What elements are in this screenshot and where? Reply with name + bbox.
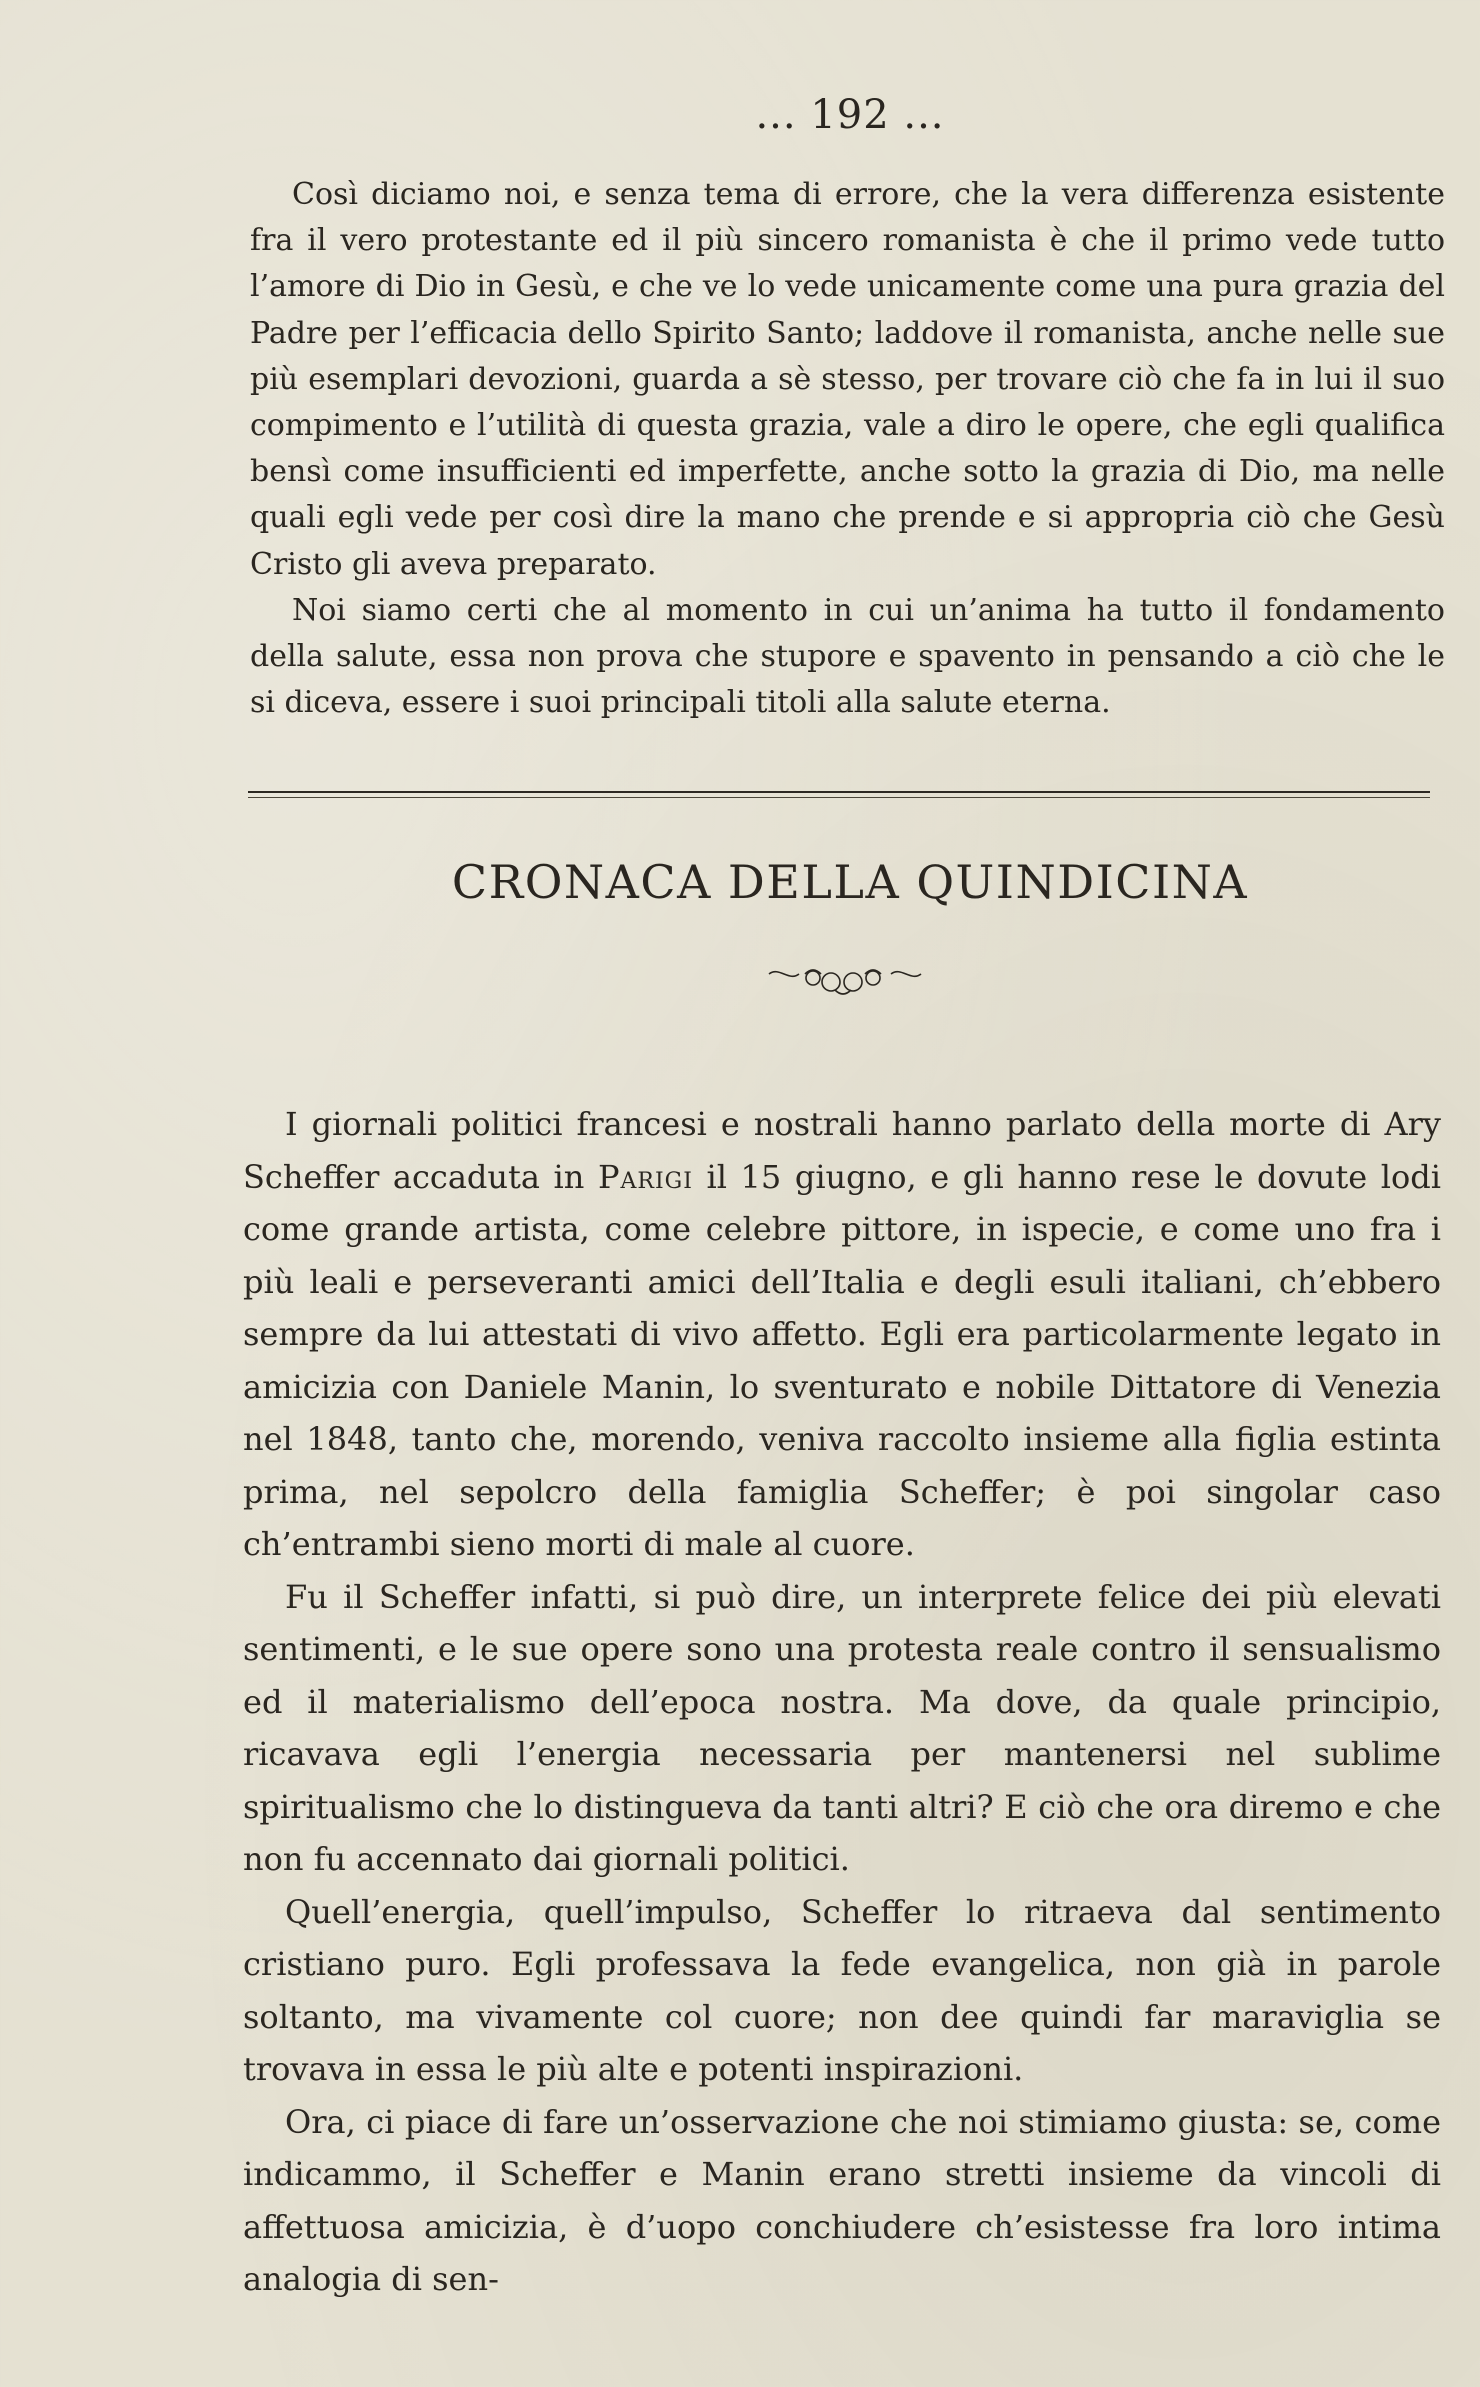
section-divider [248, 791, 1430, 798]
paragraph-text: il 15 giugno, e gli hanno rese le dovute lodi come grande artista, come celebre pittore, in ispecie, e come uno fra i più leali e perseveranti amici dell’Italia e degli esuli italiani, ch’ebbero sempre da lui attestati di vivo affetto. Egli era particolarmente legato in amicizia con Daniele Manin, lo sventurato e nobile Dittatore di Venezia nel 1848, tanto che, morendo, veniva raccolto insieme alla figlia estinta prima, nel sepolcro della famiglia Scheffer; è poi singolar caso ch’entrambi sieno morti di male al cuore. [243, 1157, 1442, 1563]
paragraph: Noi siamo certi che al momento in cui un’anima ha tutto il fondamento della salute, essa non prova che stupore e spavento in pensando a ciò che le si diceva, essere i suoi principali titoli alla salute eterna. [250, 592, 1445, 721]
paragraph-text: I giornali politici francesi e nostrali hanno parlato della morte di Ary Scheffer accaduta in [243, 1105, 1441, 1196]
paragraph: Fu il Scheffer infatti, si può dire, un interprete felice dei più elevati sentimenti, e le sue opere sono una protesta reale contro il sensualismo ed il materialismo dell’epoca nostra. Ma dove, da quale principio, ricavava egli l’energia necessaria per mantenersi nel sublime spiritualismo che lo distingueva da tanti altri? E ciò che ora diremo e che non fu accennato dai giornali politici. [243, 1577, 1441, 1878]
city-name: Parigi [597, 1157, 693, 1196]
page-number: ... 192 ... [755, 92, 945, 138]
chronicle-title: CRONACA DELLA QUINDICINA [451, 855, 1249, 909]
chronicle-body [243, 1098, 1441, 2306]
paragraph: Così diciamo noi, e senza tema di errore, che la vera differenza esistente fra il vero protestante ed il più sincero romanista è che il primo vede tutto l’amore di Dio in Gesù, e che ve lo vede unicamente come una pura grazia del Padre per l’efficacia dello Spirito Santo; laddove il romanista, anche nelle sue più esemplari devozioni, guarda a sè stesso, per trovare ciò che fa in lui il suo compimento e l’utilità di questa grazia, vale a diro le opere, che egli qualifica bensì come insufficienti ed imperfette, anche sotto la grazia di Dio, ma nelle quali egli vede per così dire la mano che prende e si appropria ciò che Gesù Cristo gli aveva preparato. [250, 177, 1445, 582]
paragraph: Ora, ci piace di fare un’osservazione che noi stimiamo giusta: se, come indicammo, il Scheffer e Manin erano stretti insieme da vincoli di affettuosa amicizia, è d’uopo conchiudere ch’esistesse fra loro intima analogia di sen- [243, 2102, 1441, 2298]
closing-text-section [250, 172, 1445, 726]
paragraph: Quell’energia, quell’impulso, Scheffer lo ritraeva dal sentimento cristiano puro. Egli professava la fede evangelica, non già in parole soltanto, ma vivamente col cuore; non dee quindi far maraviglia se trovava in essa le più alte e potenti inspirazioni. [243, 1892, 1441, 2088]
paragraph [243, 1098, 1441, 1571]
ornament-flourish-icon [765, 960, 925, 1000]
